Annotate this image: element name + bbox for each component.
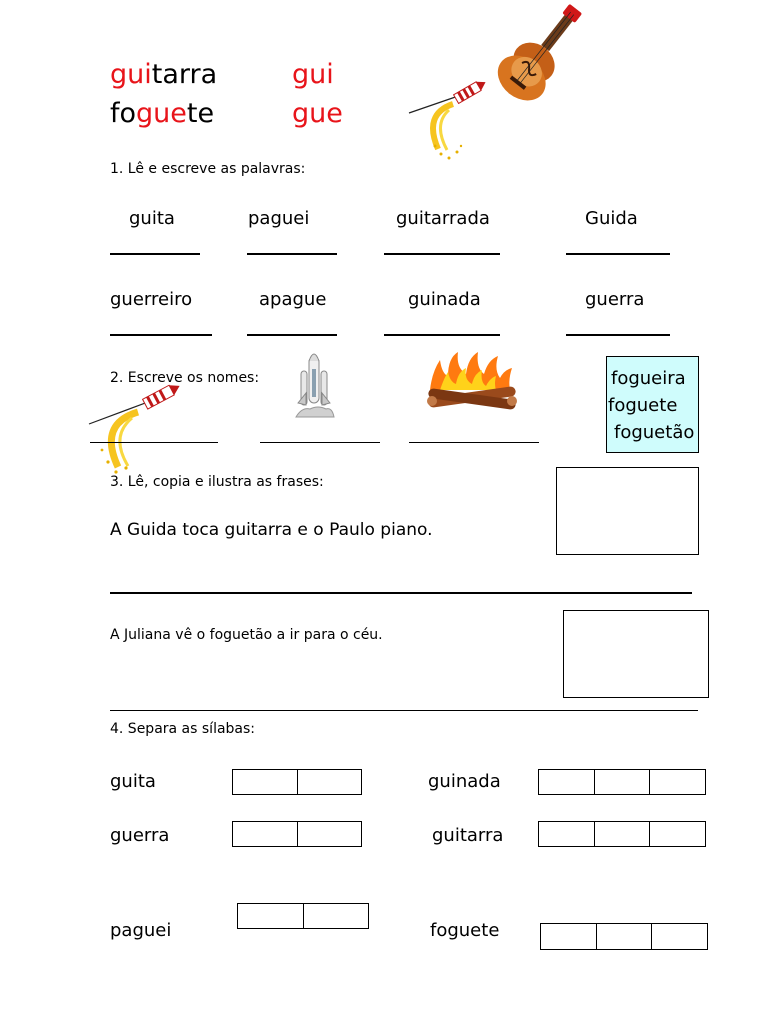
syllable-cell[interactable] — [596, 924, 652, 949]
syllable-word-guitarra: guitarra — [432, 825, 504, 846]
key-syllable-gui: gui — [292, 59, 334, 90]
illustration-box[interactable] — [563, 610, 709, 698]
exercise-1-title: 1. Lê e escreve as palavras: — [110, 161, 306, 177]
word-apague: apague — [259, 289, 327, 310]
syllable-cell[interactable] — [649, 770, 705, 794]
syllable-cell[interactable] — [238, 904, 303, 928]
word-paguei: paguei — [248, 208, 310, 229]
word-bank-item: fogueira — [611, 368, 686, 389]
syllable-cell[interactable] — [651, 924, 707, 949]
answer-line[interactable] — [110, 253, 200, 255]
key-word-guitarra — [110, 60, 217, 90]
syllable-cell[interactable] — [539, 770, 594, 794]
rocket-firework-icon — [405, 80, 490, 165]
word-guitarrada: guitarrada — [396, 208, 490, 229]
word-guida: Guida — [585, 208, 638, 229]
syllable-boxes[interactable] — [232, 769, 362, 795]
exercise-4-title: 4. Separa as sílabas: — [110, 721, 256, 737]
syllable-cell[interactable] — [233, 770, 297, 794]
syllable-cell[interactable] — [594, 770, 650, 794]
syllable-cell[interactable] — [541, 924, 596, 949]
syllable-word-guerra: guerra — [110, 825, 170, 846]
word-bank — [606, 356, 699, 453]
answer-line[interactable] — [110, 710, 698, 711]
answer-line[interactable] — [409, 442, 539, 443]
space-shuttle-icon — [292, 347, 336, 419]
key-word-suffix: tarra — [151, 59, 218, 90]
syllable-word-guita: guita — [110, 771, 156, 792]
syllable-word-foguete: foguete — [430, 920, 500, 941]
answer-line[interactable] — [260, 442, 380, 443]
answer-line[interactable] — [384, 334, 500, 336]
answer-line[interactable] — [110, 592, 692, 594]
syllable-cell[interactable] — [539, 822, 594, 846]
word-guerreiro: guerreiro — [110, 289, 193, 310]
answer-line[interactable] — [566, 253, 670, 255]
syllable-cell[interactable] — [297, 822, 362, 846]
word-guita: guita — [129, 208, 175, 229]
syllable-boxes[interactable] — [232, 821, 362, 847]
syllable-boxes[interactable] — [538, 821, 706, 847]
word-guinada: guinada — [408, 289, 481, 310]
key-word-highlight: gui — [110, 59, 152, 90]
syllable-boxes[interactable] — [538, 769, 706, 795]
key-word-highlight: gue — [136, 98, 187, 129]
exercise-2-title: 2. Escreve os nomes: — [110, 370, 260, 386]
guitar-icon — [488, 4, 598, 104]
word-bank-item: foguetão — [614, 422, 695, 443]
syllable-cell[interactable] — [297, 770, 362, 794]
syllable-cell[interactable] — [594, 822, 650, 846]
key-word-prefix: fo — [110, 98, 137, 129]
syllable-cell[interactable] — [649, 822, 705, 846]
key-word-foguete — [110, 99, 214, 129]
syllable-boxes[interactable] — [540, 923, 708, 950]
syllable-word-paguei: paguei — [110, 920, 172, 941]
syllable-boxes[interactable] — [237, 903, 369, 929]
syllable-cell[interactable] — [233, 822, 297, 846]
answer-line[interactable] — [566, 334, 670, 336]
answer-line[interactable] — [247, 334, 337, 336]
sentence-2: A Juliana vê o foguetão a ir para o céu. — [110, 627, 383, 643]
campfire-icon — [422, 352, 522, 414]
word-bank-item: foguete — [608, 395, 678, 416]
answer-line[interactable] — [110, 334, 212, 336]
rocket-firework-icon — [86, 384, 186, 479]
exercise-3-title: 3. Lê, copia e ilustra as frases: — [110, 474, 324, 490]
key-syllable-gue: gue — [292, 98, 343, 129]
sentence-1: A Guida toca guitarra e o Paulo piano. — [110, 520, 433, 540]
key-word-suffix: te — [186, 98, 215, 129]
syllable-word-guinada: guinada — [428, 771, 501, 792]
answer-line[interactable] — [384, 253, 500, 255]
answer-line[interactable] — [90, 442, 218, 443]
illustration-box[interactable] — [556, 467, 699, 555]
word-guerra: guerra — [585, 289, 645, 310]
syllable-cell[interactable] — [303, 904, 369, 928]
answer-line[interactable] — [247, 253, 337, 255]
